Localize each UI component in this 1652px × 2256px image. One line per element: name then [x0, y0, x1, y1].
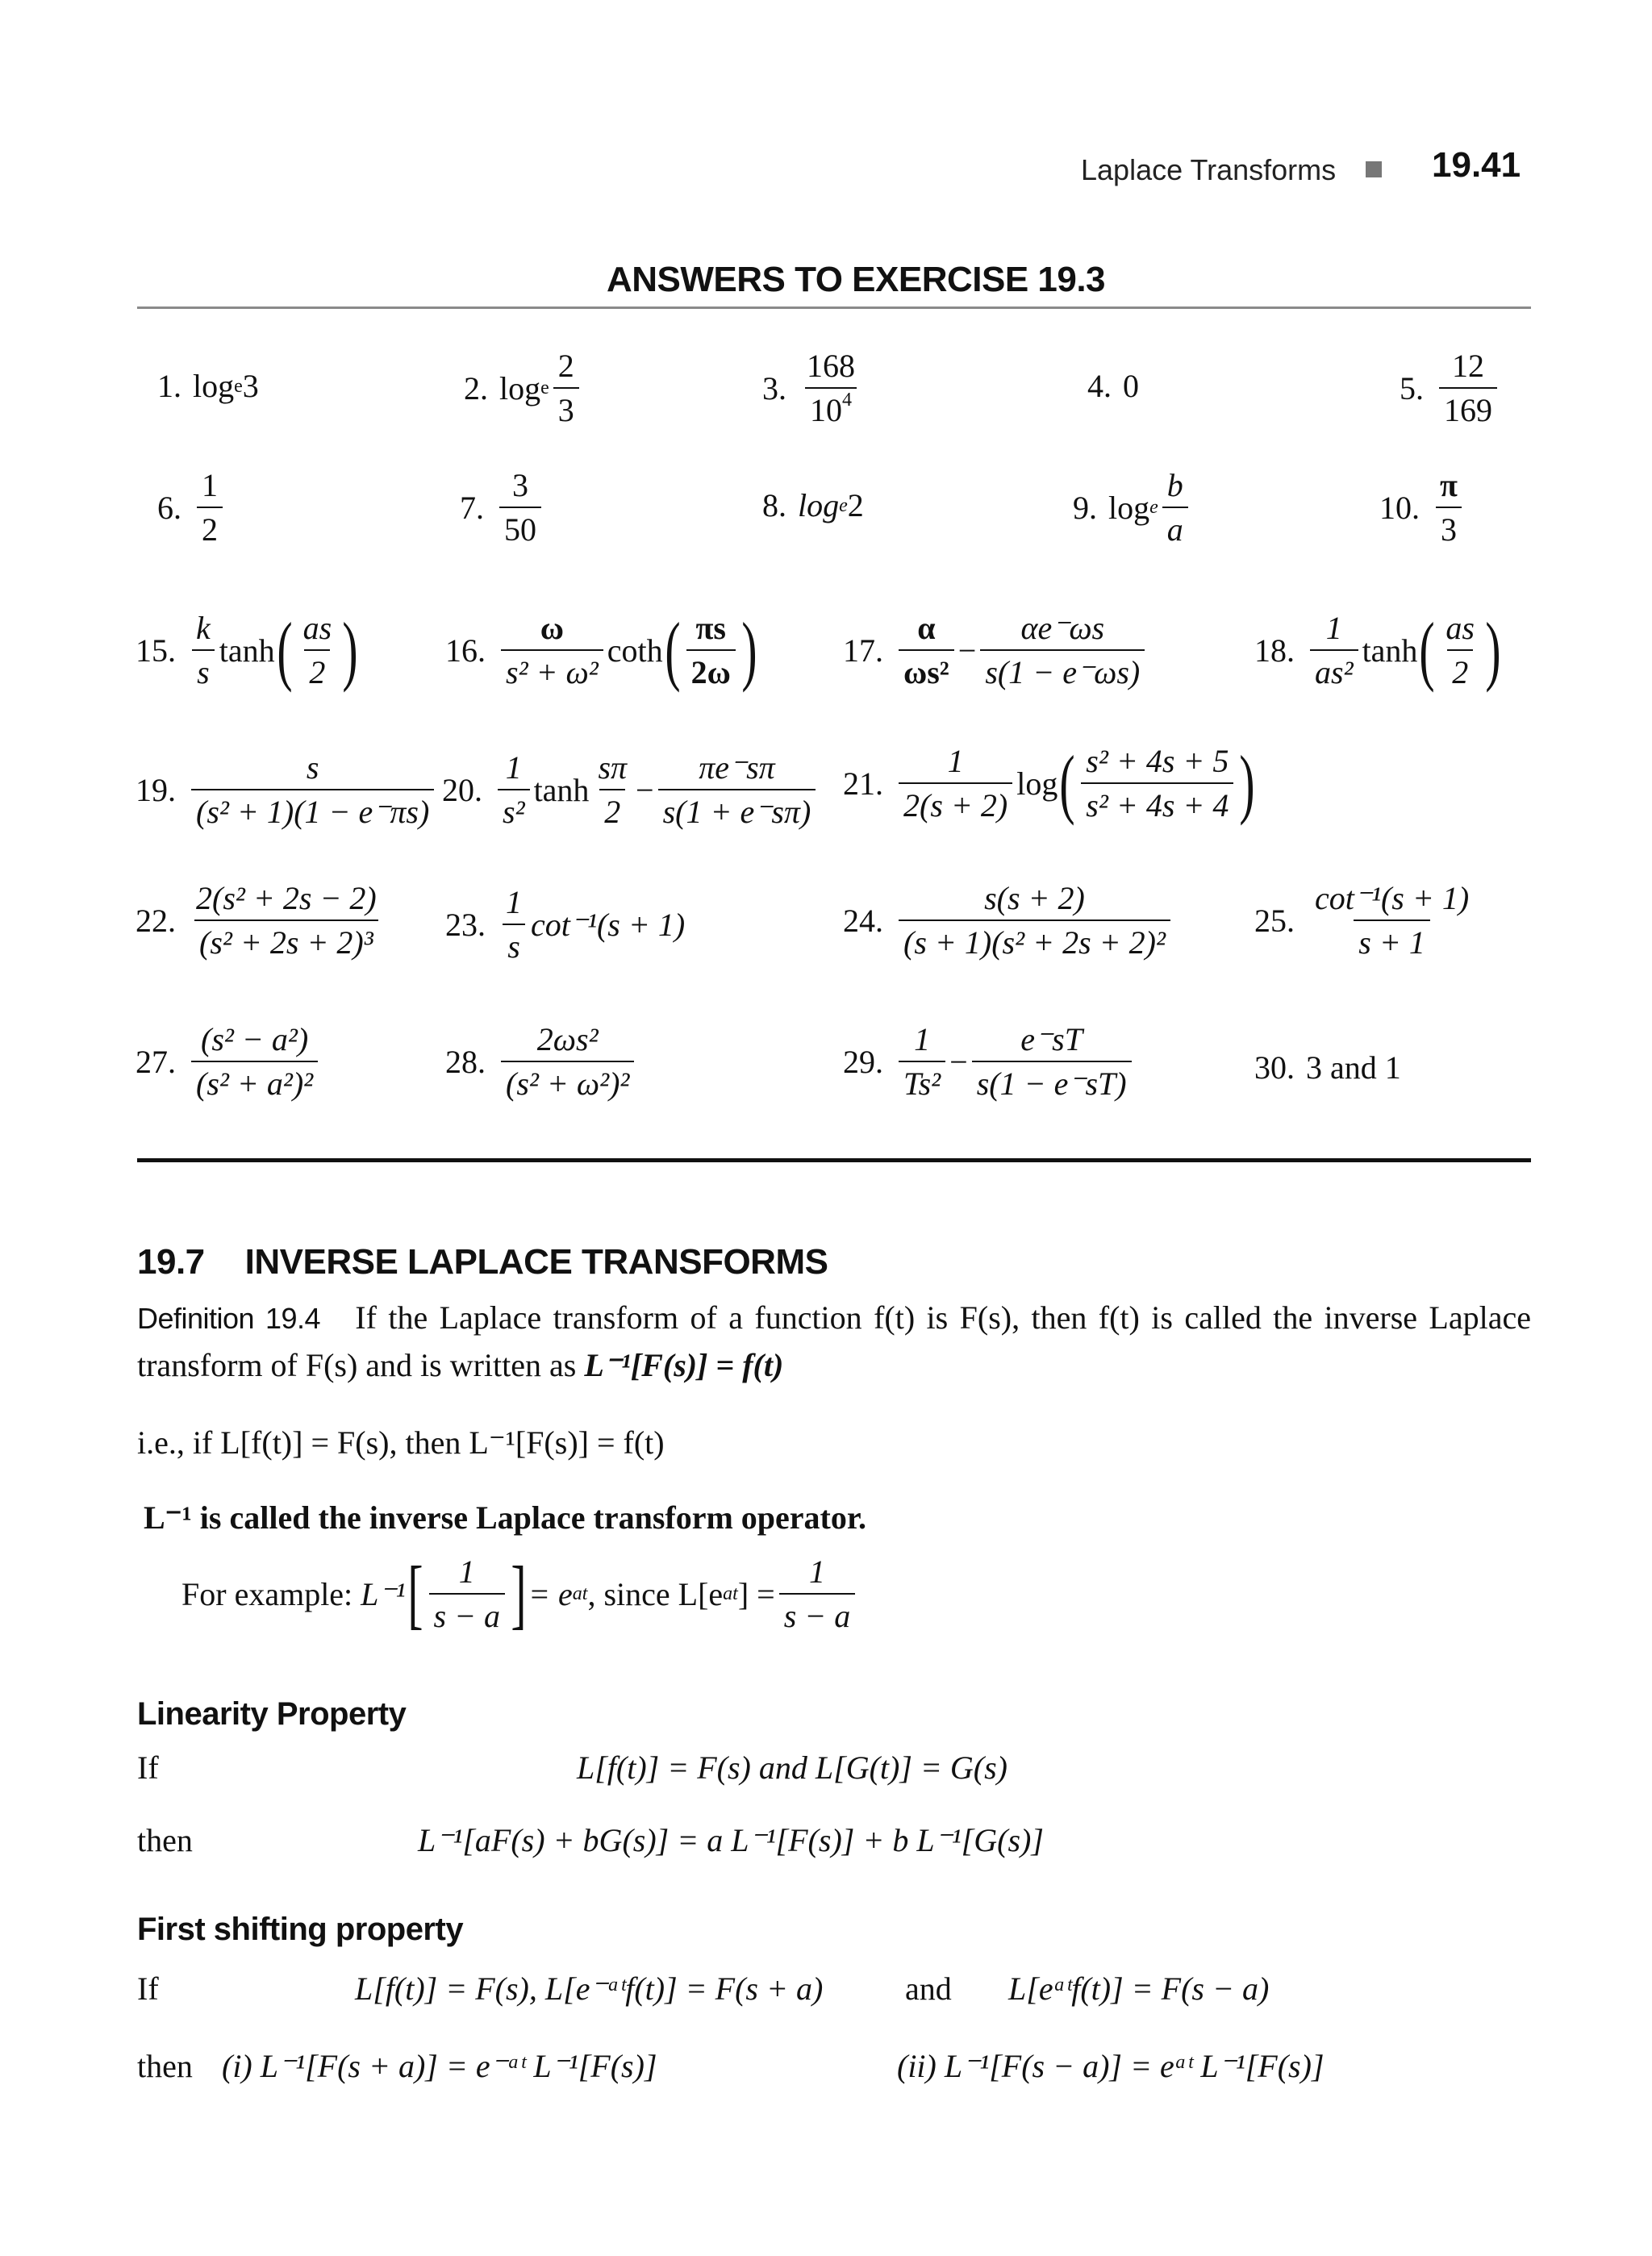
numerator: π — [1440, 467, 1458, 503]
section-number: 19.7 — [137, 1242, 205, 1282]
denominator: s − a — [429, 1593, 506, 1635]
denominator: s — [192, 649, 215, 691]
fraction — [658, 749, 816, 831]
fraction — [779, 1553, 856, 1635]
denominator: (s² + ω²)² — [501, 1061, 634, 1103]
answer-text: log — [798, 487, 840, 523]
answer-4 — [1087, 367, 1139, 405]
answer-number: 3. — [762, 369, 786, 407]
fraction — [899, 609, 954, 691]
right-paren: ) — [1485, 606, 1501, 693]
answer-number: 8. — [762, 487, 786, 523]
answer-number: 30. — [1254, 1049, 1295, 1086]
shifting-heading: First shifting property — [137, 1912, 464, 1947]
denominator: Ts² — [899, 1061, 945, 1103]
numerator: 3 — [512, 467, 528, 503]
answer-2: 2. log e $\frac{2}{3}$ — [464, 347, 583, 429]
shifting-if-word: If — [137, 1970, 159, 2007]
right-paren: ) — [741, 606, 757, 693]
numerator: e⁻sT — [1020, 1021, 1083, 1057]
ie-line — [137, 1424, 665, 1462]
numerator: ω — [540, 610, 565, 646]
answer-19 — [136, 749, 438, 831]
fraction — [1162, 466, 1188, 548]
numerator: 12 — [1452, 348, 1484, 384]
fraction — [899, 1020, 945, 1103]
answer-number: 16. — [445, 632, 486, 669]
answer-number: 15. — [136, 632, 176, 669]
answer-25 — [1254, 879, 1478, 961]
operator-text: L⁻¹ is called the inverse Laplace transform operator. — [144, 1499, 866, 1536]
denominator: (s + 1)(s² + 2s + 2)² — [899, 919, 1170, 961]
operator-line — [144, 1499, 866, 1537]
numerator: 1 — [458, 1553, 475, 1590]
fraction — [499, 466, 541, 548]
left-paren: ( — [1419, 606, 1436, 693]
left-bracket: [ — [407, 1549, 423, 1637]
left-paren: ( — [277, 606, 293, 693]
denominator-exponent: 4 — [842, 389, 852, 411]
answer-3 — [762, 347, 864, 429]
denominator: 2 — [599, 789, 625, 831]
numerator: s — [306, 749, 319, 786]
numerator: 1 — [202, 467, 218, 503]
answer-28 — [445, 1020, 638, 1103]
numerator: s(s + 2) — [984, 880, 1085, 916]
answer-27 — [136, 1020, 322, 1103]
fraction — [899, 879, 1170, 961]
shifting-item-i: (i) L⁻¹[F(s + a)] = e⁻ᵃᵗ L⁻¹[F(s)] — [222, 2048, 657, 2084]
answer-number: 21. — [843, 765, 883, 802]
fraction — [899, 742, 1012, 824]
denominator: 169 — [1439, 387, 1497, 429]
denominator: 3 — [553, 387, 579, 429]
numerator: 1 — [506, 884, 522, 920]
fraction — [498, 749, 530, 831]
answer-number: 4. — [1087, 368, 1112, 404]
running-head: Laplace Transforms — [1081, 153, 1337, 186]
numerator: 1 — [1325, 610, 1342, 646]
denominator: s − a — [779, 1593, 856, 1635]
function-name: tanh — [533, 771, 590, 808]
numerator: πe⁻sπ — [699, 749, 775, 786]
numerator: 2 — [557, 348, 574, 384]
answer-number: 9. — [1073, 489, 1097, 526]
denominator: s(1 − e⁻ωs) — [980, 649, 1145, 691]
answer-number: 25. — [1254, 902, 1295, 939]
numerator: πs — [695, 610, 726, 646]
function-name: tanh — [219, 632, 275, 669]
answer-number: 28. — [445, 1043, 486, 1080]
answer-text: 0 — [1123, 368, 1139, 404]
numerator: α — [917, 610, 936, 646]
definition-paragraph — [137, 1295, 1531, 1389]
denominator: 2 — [1447, 649, 1473, 691]
left-paren: ( — [1059, 739, 1075, 826]
denominator — [805, 387, 857, 429]
answer-text: log — [499, 369, 541, 407]
denominator: 3 — [1436, 507, 1462, 548]
answer-5 — [1400, 347, 1501, 429]
example-since-tail: ] = — [737, 1575, 775, 1612]
answer-9: 9. log e $\frac{b}{a}$ — [1073, 466, 1192, 548]
fraction — [802, 347, 860, 429]
shifting-and-word: and — [905, 1970, 952, 2007]
answer-tail: 3 — [242, 368, 259, 404]
numerator: k — [196, 610, 211, 646]
linearity-then-word: then — [137, 1822, 193, 1858]
example-equals: = e — [528, 1575, 573, 1612]
denominator: (s² + 1)(1 − e⁻πs) — [191, 789, 434, 831]
denominator-base: 10 — [810, 392, 842, 428]
answer-number: 27. — [136, 1043, 176, 1080]
fraction — [197, 466, 223, 548]
denominator: 2ω — [686, 649, 736, 691]
definition-label: Definition 19.4 — [137, 1302, 321, 1335]
section-heading — [137, 1242, 828, 1282]
shifting-then-word: then — [137, 2048, 193, 2084]
fraction — [191, 1020, 318, 1103]
numerator: b — [1166, 467, 1183, 503]
top-rule — [137, 306, 1531, 309]
numerator: αe⁻ωs — [1020, 610, 1105, 646]
numerator: sπ — [598, 749, 628, 786]
numerator: (s² − a²) — [201, 1021, 309, 1057]
numerator: 1 — [809, 1553, 825, 1590]
section-title: INVERSE LAPLACE TRANSFORMS — [244, 1242, 828, 1282]
denominator: s(1 − e⁻sT) — [972, 1061, 1132, 1103]
denominator: 50 — [499, 507, 541, 548]
answer-tail: 2 — [847, 487, 864, 523]
answer-number: 19. — [136, 771, 176, 808]
answer-10 — [1379, 466, 1466, 548]
shifting-expr-2: L[eᵃᵗf(t)] = F(s − a) — [1008, 1970, 1270, 2007]
function-name: log — [1016, 765, 1058, 802]
example-label: For example: — [181, 1575, 353, 1612]
answer-20 — [442, 749, 820, 831]
answer-number: 20. — [442, 771, 482, 808]
example-line: For example: L⁻¹ [ $\frac{1}{s - a}$ ] = e at , since L[e at ] = $\frac{1}{s - a}$ — [181, 1553, 859, 1635]
numerator: as — [302, 610, 332, 646]
fraction — [191, 749, 434, 831]
linearity-if-word: If — [137, 1749, 159, 1786]
answer-number: 29. — [843, 1043, 883, 1080]
fraction — [1435, 466, 1462, 548]
denominator: ωs² — [899, 649, 954, 691]
answers-title: ANSWERS TO EXERCISE 19.3 — [607, 260, 1106, 299]
denominator: 2 — [197, 507, 223, 548]
answer-16 — [445, 606, 759, 693]
fraction — [686, 609, 736, 691]
inverse-operator: L⁻¹ — [361, 1575, 406, 1612]
answer-number: 17. — [843, 632, 883, 669]
page-number: 19.41 — [1432, 145, 1521, 185]
denominator: s² + ω² — [501, 649, 603, 691]
numerator: 2ωs² — [536, 1021, 599, 1057]
answer-1: 1. log e 3 — [157, 368, 259, 404]
definition-text: If the Laplace transform of a function f(t) is F(s), then f(t) is called the inverse Laplace transform of F(s) and is written as — [137, 1299, 1531, 1383]
denominator: as² — [1310, 649, 1358, 691]
fraction — [1081, 742, 1233, 824]
separator-square-icon — [1366, 161, 1382, 177]
definition-formula: L⁻¹[F(s)] = f(t) — [584, 1347, 784, 1383]
answer-22 — [136, 879, 386, 961]
denominator: s + 1 — [1354, 919, 1430, 961]
answer-24 — [843, 879, 1174, 961]
answer-number: 7. — [460, 489, 484, 526]
right-paren: ) — [342, 606, 358, 693]
fraction — [298, 609, 337, 691]
denominator: s² — [498, 789, 530, 831]
answer-number: 6. — [157, 489, 181, 526]
answer-text: 3 and 1 — [1306, 1049, 1401, 1086]
answer-7 — [460, 466, 545, 548]
denominator: (s² + a²)² — [191, 1061, 318, 1103]
denominator: 2 — [304, 649, 330, 691]
answer-number: 1. — [157, 368, 181, 404]
answer-29 — [843, 1020, 1136, 1103]
answer-18 — [1254, 606, 1503, 693]
denominator: s² + 4s + 4 — [1081, 782, 1233, 824]
answer-6 — [157, 466, 227, 548]
answer-text: log — [193, 368, 235, 404]
answer-number: 10. — [1379, 489, 1420, 526]
answer-30 — [1254, 1049, 1401, 1086]
right-paren: ) — [1239, 739, 1255, 826]
bottom-rule — [137, 1158, 1531, 1162]
fraction — [1310, 609, 1358, 691]
answer-number: 18. — [1254, 632, 1295, 669]
numerator: s² + 4s + 5 — [1086, 743, 1229, 779]
denominator: a — [1162, 507, 1188, 548]
numerator: 1 — [914, 1021, 931, 1057]
fraction — [501, 609, 603, 691]
fraction — [553, 347, 579, 429]
ie-text: i.e., if L[f(t)] = F(s), then L⁻¹[F(s)] = f(t) — [137, 1424, 665, 1461]
fraction — [429, 1553, 506, 1635]
fraction — [972, 1020, 1132, 1103]
right-bracket: ] — [511, 1549, 527, 1637]
fraction — [191, 879, 382, 961]
answer-tail: cot⁻¹(s + 1) — [531, 906, 686, 943]
answer-15 — [136, 606, 360, 693]
answer-number: 5. — [1400, 369, 1424, 407]
numerator: 1 — [505, 749, 522, 786]
answer-number: 2. — [464, 369, 488, 407]
minus-sign: − — [636, 771, 654, 808]
answer-number: 24. — [843, 902, 883, 939]
answer-17 — [843, 609, 1149, 691]
linearity-if-expr: L[f(t)] = F(s) and L[G(t)] = G(s) — [577, 1749, 1007, 1786]
left-paren: ( — [665, 606, 681, 693]
example-since: , since L[e — [587, 1575, 724, 1612]
fraction — [1310, 879, 1474, 961]
denominator: s — [503, 924, 525, 965]
numerator: as — [1446, 610, 1475, 646]
linearity-heading: Linearity Property — [137, 1696, 407, 1732]
denominator: 2(s + 2) — [899, 782, 1012, 824]
minus-sign: − — [949, 1043, 968, 1080]
numerator: cot⁻¹(s + 1) — [1315, 880, 1470, 916]
numerator: 168 — [807, 348, 855, 384]
fraction — [501, 883, 527, 965]
numerator: 1 — [947, 743, 964, 779]
denominator: (s² + 2s + 2)³ — [194, 919, 378, 961]
fraction — [593, 749, 632, 831]
answer-text: log — [1108, 489, 1150, 526]
shifting-item-ii: (ii) L⁻¹[F(s − a)] = eᵃᵗ L⁻¹[F(s)] — [897, 2048, 1325, 2084]
answer-number: 22. — [136, 902, 176, 939]
minus-sign: − — [957, 632, 977, 669]
linearity-then-expr: L⁻¹[aF(s) + bG(s)] = a L⁻¹[F(s)] + b L⁻¹[G(s)] — [418, 1822, 1044, 1858]
function-name: coth — [607, 632, 663, 669]
answer-23 — [445, 883, 685, 965]
fraction — [1441, 609, 1479, 691]
fraction — [191, 609, 215, 691]
shifting-expr-1: L[f(t)] = F(s), L[e⁻ᵃᵗf(t)] = F(s + a) — [355, 1970, 824, 2007]
answer-number: 23. — [445, 906, 486, 943]
fraction — [1439, 347, 1497, 429]
answer-8: 8. log e 2 — [762, 487, 864, 523]
function-name: tanh — [1362, 632, 1418, 669]
answer-21 — [843, 739, 1257, 826]
fraction — [980, 609, 1145, 691]
fraction — [501, 1020, 634, 1103]
numerator: 2(s² + 2s − 2) — [196, 880, 377, 916]
denominator: s(1 + e⁻sπ) — [658, 789, 816, 831]
